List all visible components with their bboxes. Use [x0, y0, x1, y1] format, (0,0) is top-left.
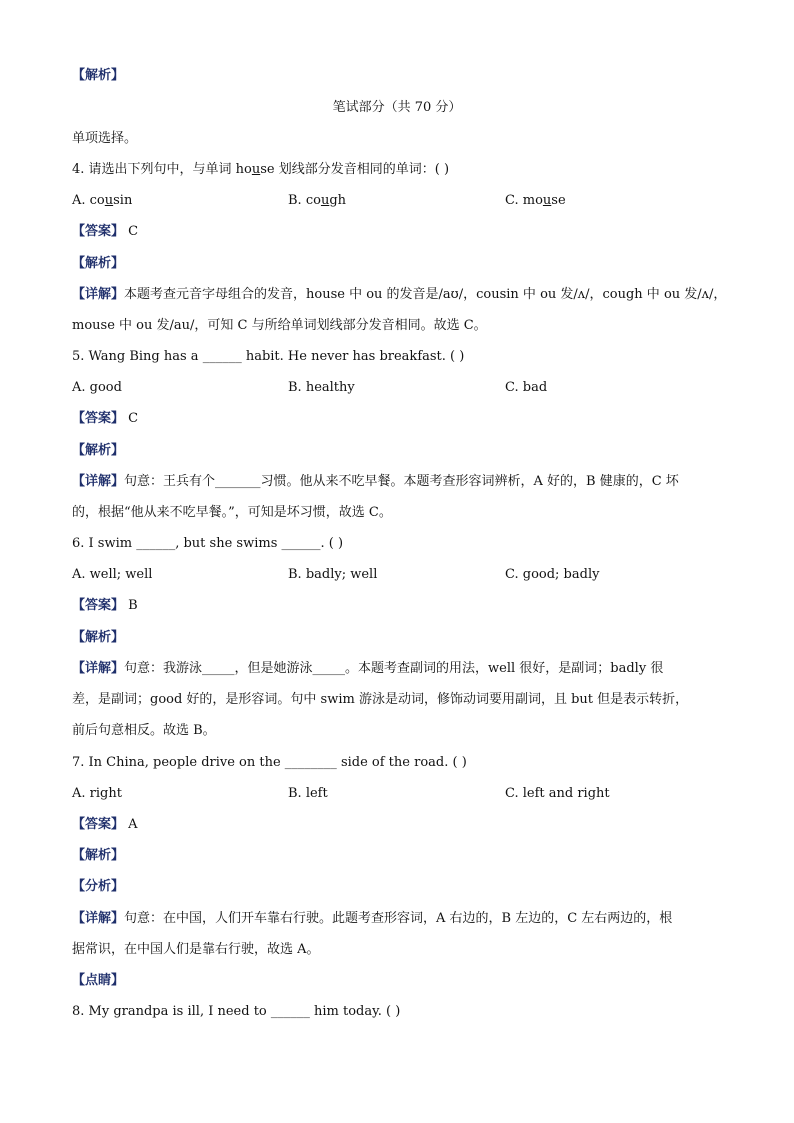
answer-tag: 【答案】: [72, 411, 125, 426]
option-c: C. bad: [505, 380, 548, 395]
detail-tag: 【详解】: [72, 661, 125, 676]
option-b: B. healthy: [288, 380, 355, 395]
option-a: A. good: [72, 380, 122, 395]
question-4-options: [72, 192, 722, 210]
option-a: A. right: [72, 786, 122, 801]
option-c: C. good; badly: [505, 567, 600, 582]
question-5-answer: [72, 410, 138, 428]
analysis-tag: 【解析】: [72, 848, 125, 863]
option-c: C. left and right: [505, 786, 610, 801]
detail-tag: 【详解】: [72, 911, 125, 926]
question-8-stem: 8. My grandpa is ill, I need to ______ him today. ( ): [72, 1004, 401, 1019]
question-7-options: [72, 785, 722, 803]
note-tag: 【分析】: [72, 879, 125, 894]
point-tag: 【点睛】: [72, 973, 125, 988]
question-5-detail-cont: 的，根据“他从来不吃早餐。”，可知是坏习惯，故选 C。: [72, 505, 392, 520]
analysis-tag: 【解析】: [72, 68, 125, 83]
detail-tag: 【详解】: [72, 287, 125, 302]
answer-value: A: [128, 817, 138, 832]
question-6-stem: 6. I swim ______, but she swims ______. ( ): [72, 536, 344, 551]
analysis-tag: 【解析】: [72, 443, 125, 458]
detail-tag: 【详解】: [72, 474, 125, 489]
question-7-stem: 7. In China, people drive on the ________ side of the road. ( ): [72, 755, 467, 770]
question-6-detail-cont: 差，是副词；good 好的，是形容词。句中 swim 游泳是动词，修饰动词要用副词，且 but 但是表示转折，: [72, 692, 689, 707]
question-6-answer: [72, 597, 138, 615]
question-4-detail: 【详解】本题考查元音字母组合的发音，house 中 ou 的发音是/aʊ/，cousin 中 ou 发/ʌ/，cough 中 ou 发/ʌ/，: [72, 287, 727, 302]
answer-tag: 【答案】: [72, 224, 125, 239]
question-7-answer: [72, 816, 138, 834]
question-7-detail: 【详解】句意：在中国，人们开车靠右行驶。此题考查形容词，A 右边的，B 左边的，C 左右两边的，根: [72, 911, 673, 926]
question-5-stem: 5. Wang Bing has a ______ habit. He never has breakfast. ( ): [72, 349, 465, 364]
analysis-tag: 【解析】: [72, 630, 125, 645]
option-a: A. well; well: [72, 567, 153, 582]
answer-tag: 【答案】: [72, 817, 125, 832]
option-b: B. cough: [288, 193, 347, 208]
question-4-detail-cont: mouse 中 ou 发/au/，可知 C 与所给单词划线部分发音相同。故选 C。: [72, 318, 487, 333]
question-4-answer: [72, 223, 138, 241]
option-b: B. left: [288, 786, 328, 801]
option-c: C. mouse: [505, 193, 566, 208]
underlined-letters: u: [251, 162, 261, 177]
section-title: 笔试部分（共 70 分）: [332, 100, 462, 115]
question-5-options: [72, 379, 722, 397]
question-6-options: [72, 566, 722, 584]
analysis-tag: 【解析】: [72, 256, 125, 271]
question-5-detail: 【详解】句意：王兵有个_______习惯。他从来不吃早餐。本题考查形容词辨析，A 好的，B 健康的，C 坏: [72, 474, 679, 489]
answer-tag: 【答案】: [72, 598, 125, 613]
option-a: A. cousin: [72, 193, 133, 208]
answer-value: C: [128, 224, 139, 239]
question-6-detail: 【详解】句意：我游泳_____，但是她游泳_____。本题考查副词的用法，well 很好，是副词；badly 很: [72, 661, 664, 676]
stem-text: se 划线部分发音相同的单词：( ): [260, 162, 450, 177]
answer-value: C: [128, 411, 139, 426]
question-6-detail-cont: 前后句意相反。故选 B。: [72, 723, 216, 738]
answer-value: B: [128, 598, 138, 613]
section-subtitle: 单项选择。: [72, 131, 138, 146]
question-7-detail-cont: 据常识，在中国人们是靠右行驶，故选 A。: [72, 942, 320, 957]
option-b: B. badly; well: [288, 567, 378, 582]
stem-text: 4. 请选出下列句中，与单词 ho: [72, 162, 252, 177]
question-4-stem: [72, 161, 449, 179]
